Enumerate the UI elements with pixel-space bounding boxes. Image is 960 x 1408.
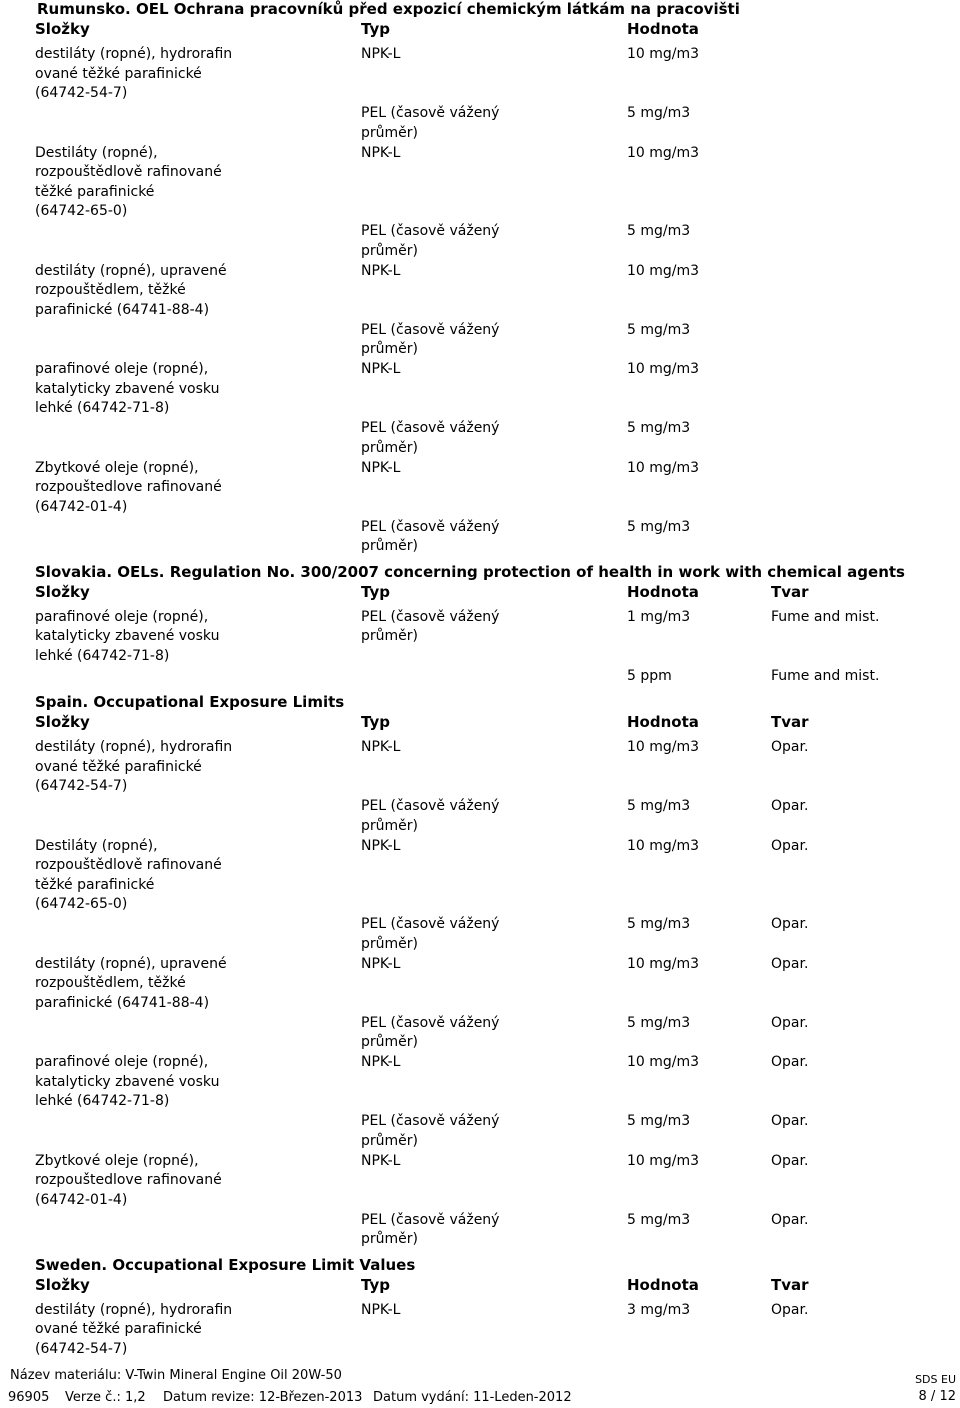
limit-form: Opar.: [771, 956, 809, 972]
header-type: Typ: [361, 20, 390, 38]
component-line: parafinické (64741-88-4): [35, 302, 210, 318]
header-type: Typ: [361, 1276, 390, 1294]
component-line: parafinové oleje (ropné),: [35, 1054, 209, 1070]
limit-form: Fume and mist.: [771, 609, 880, 625]
component-line: destiláty (ropné), upravené: [35, 956, 227, 972]
limit-type: PEL (časově vážený: [361, 519, 500, 535]
footer-revision-date: Datum revize: 12-Březen-2013: [163, 1390, 363, 1405]
limit-value: 10 mg/m3: [627, 361, 700, 377]
limit-value: 5 mg/m3: [627, 519, 691, 535]
limit-value: 5 mg/m3: [627, 916, 691, 932]
header-component: Složky: [35, 20, 90, 38]
limit-value: 10 mg/m3: [627, 956, 700, 972]
footer-issue-date: Datum vydání: 11-Leden-2012: [373, 1390, 572, 1405]
component-line: destiláty (ropné), upravené: [35, 263, 227, 279]
component-line: těžké parafinické: [35, 877, 155, 893]
limit-type: průměr): [361, 1133, 418, 1149]
component-line: Destiláty (ropné),: [35, 145, 158, 161]
component-line: rozpouštedlove rafinované: [35, 479, 222, 495]
component-line: (64742-65-0): [35, 203, 128, 219]
footer-version: Verze č.: 1,2: [65, 1390, 146, 1405]
limit-value: 5 mg/m3: [627, 1212, 691, 1228]
limit-type: průměr): [361, 538, 418, 554]
limit-form: Opar.: [771, 1113, 809, 1129]
section-title-sweden: Sweden. Occupational Exposure Limit Values: [35, 1256, 416, 1274]
component-line: ované těžké parafinické: [35, 759, 202, 775]
component-line: Destiláty (ropné),: [35, 838, 158, 854]
component-line: rozpouštědlem, těžké: [35, 282, 186, 298]
limit-type: průměr): [361, 341, 418, 357]
footer-page-number: 8 / 12: [918, 1389, 956, 1404]
limit-type: průměr): [361, 440, 418, 456]
limit-type: PEL (časově vážený: [361, 798, 500, 814]
limit-value: 5 mg/m3: [627, 798, 691, 814]
header-value: Hodnota: [627, 713, 699, 731]
component-line: rozpouštědlem, těžké: [35, 975, 186, 991]
limit-type: PEL (časově vážený: [361, 322, 500, 338]
limit-form: Opar.: [771, 1054, 809, 1070]
limit-type: NPK-L: [361, 1302, 401, 1318]
section-title-romania: Rumunsko. OEL Ochrana pracovníků před expozicí chemickým látkám na pracovišti: [37, 0, 740, 18]
limit-type: PEL (časově vážený: [361, 1212, 500, 1228]
header-form: Tvar: [771, 583, 809, 601]
component-line: Zbytkové oleje (ropné),: [35, 1153, 199, 1169]
limit-type: NPK-L: [361, 739, 401, 755]
component-line: (64742-54-7): [35, 778, 128, 794]
component-line: Zbytkové oleje (ropné),: [35, 460, 199, 476]
header-component: Složky: [35, 713, 90, 731]
component-line: ované těžké parafinické: [35, 66, 202, 82]
limit-value: 10 mg/m3: [627, 460, 700, 476]
footer-product-code: 96905: [8, 1390, 50, 1405]
limit-type: NPK-L: [361, 838, 401, 854]
limit-type: PEL (časově vážený: [361, 916, 500, 932]
limit-form: Opar.: [771, 798, 809, 814]
component-line: katalyticky zbavené vosku: [35, 381, 220, 397]
component-line: lehké (64742-71-8): [35, 400, 170, 416]
component-line: (64742-65-0): [35, 896, 128, 912]
header-value: Hodnota: [627, 1276, 699, 1294]
header-value: Hodnota: [627, 583, 699, 601]
component-line: rozpouštědlově rafinované: [35, 857, 222, 873]
component-line: parafinové oleje (ropné),: [35, 609, 209, 625]
footer-material-name: Název materiálu: V-Twin Mineral Engine Oil 20W-50: [10, 1368, 342, 1383]
header-type: Typ: [361, 583, 390, 601]
header-value: Hodnota: [627, 20, 699, 38]
component-line: katalyticky zbavené vosku: [35, 1074, 220, 1090]
limit-type: PEL (časově vážený: [361, 1015, 500, 1031]
limit-form: Opar.: [771, 1015, 809, 1031]
limit-value: 10 mg/m3: [627, 1054, 700, 1070]
limit-type: průměr): [361, 628, 418, 644]
limit-value: 5 ppm: [627, 668, 672, 684]
limit-type: průměr): [361, 936, 418, 952]
limit-type: NPK-L: [361, 1153, 401, 1169]
limit-type: PEL (časově vážený: [361, 420, 500, 436]
limit-form: Opar.: [771, 916, 809, 932]
limit-type: průměr): [361, 243, 418, 259]
component-line: destiláty (ropné), hydrorafin: [35, 46, 233, 62]
component-line: parafinové oleje (ropné),: [35, 361, 209, 377]
component-line: (64742-54-7): [35, 1341, 128, 1357]
limit-type: NPK-L: [361, 361, 401, 377]
limit-value: 10 mg/m3: [627, 838, 700, 854]
component-line: (64742-01-4): [35, 1192, 128, 1208]
limit-type: NPK-L: [361, 263, 401, 279]
limit-type: PEL (časově vážený: [361, 223, 500, 239]
limit-type: NPK-L: [361, 145, 401, 161]
limit-value: 5 mg/m3: [627, 105, 691, 121]
limit-form: Fume and mist.: [771, 668, 880, 684]
limit-type: PEL (časově vážený: [361, 1113, 500, 1129]
limit-value: 5 mg/m3: [627, 223, 691, 239]
limit-type: NPK-L: [361, 1054, 401, 1070]
limit-value: 5 mg/m3: [627, 322, 691, 338]
component-line: destiláty (ropné), hydrorafin: [35, 739, 233, 755]
header-form: Tvar: [771, 1276, 809, 1294]
limit-type: PEL (časově vážený: [361, 105, 500, 121]
limit-value: 10 mg/m3: [627, 46, 700, 62]
limit-type: průměr): [361, 1034, 418, 1050]
component-line: parafinické (64741-88-4): [35, 995, 210, 1011]
section-title-spain: Spain. Occupational Exposure Limits: [35, 693, 345, 711]
component-line: rozpouštedlove rafinované: [35, 1172, 222, 1188]
limit-form: Opar.: [771, 1302, 809, 1318]
component-line: katalyticky zbavené vosku: [35, 628, 220, 644]
component-line: destiláty (ropné), hydrorafin: [35, 1302, 233, 1318]
limit-value: 5 mg/m3: [627, 420, 691, 436]
limit-type: průměr): [361, 125, 418, 141]
section-title-slovakia: Slovakia. OELs. Regulation No. 300/2007 concerning protection of health in work with chemical agents: [35, 563, 905, 581]
limit-value: 5 mg/m3: [627, 1015, 691, 1031]
component-line: (64742-54-7): [35, 85, 128, 101]
limit-value: 10 mg/m3: [627, 1153, 700, 1169]
header-component: Složky: [35, 583, 90, 601]
component-line: ované těžké parafinické: [35, 1321, 202, 1337]
limit-value: 1 mg/m3: [627, 609, 691, 625]
limit-value: 10 mg/m3: [627, 145, 700, 161]
limit-form: Opar.: [771, 838, 809, 854]
limit-value: 10 mg/m3: [627, 739, 700, 755]
component-line: těžké parafinické: [35, 184, 155, 200]
limit-type: NPK-L: [361, 956, 401, 972]
limit-form: Opar.: [771, 739, 809, 755]
limit-form: Opar.: [771, 1212, 809, 1228]
limit-type: průměr): [361, 818, 418, 834]
footer-sds-label: SDS EU: [915, 1373, 956, 1386]
limit-value: 5 mg/m3: [627, 1113, 691, 1129]
header-form: Tvar: [771, 713, 809, 731]
header-component: Složky: [35, 1276, 90, 1294]
limit-form: Opar.: [771, 1153, 809, 1169]
limit-value: 10 mg/m3: [627, 263, 700, 279]
limit-type: NPK-L: [361, 460, 401, 476]
component-line: (64742-01-4): [35, 499, 128, 515]
limit-type: PEL (časově vážený: [361, 609, 500, 625]
limit-type: NPK-L: [361, 46, 401, 62]
component-line: rozpouštědlově rafinované: [35, 164, 222, 180]
limit-value: 3 mg/m3: [627, 1302, 691, 1318]
limit-type: průměr): [361, 1231, 418, 1247]
header-type: Typ: [361, 713, 390, 731]
component-line: lehké (64742-71-8): [35, 1093, 170, 1109]
component-line: lehké (64742-71-8): [35, 648, 170, 664]
